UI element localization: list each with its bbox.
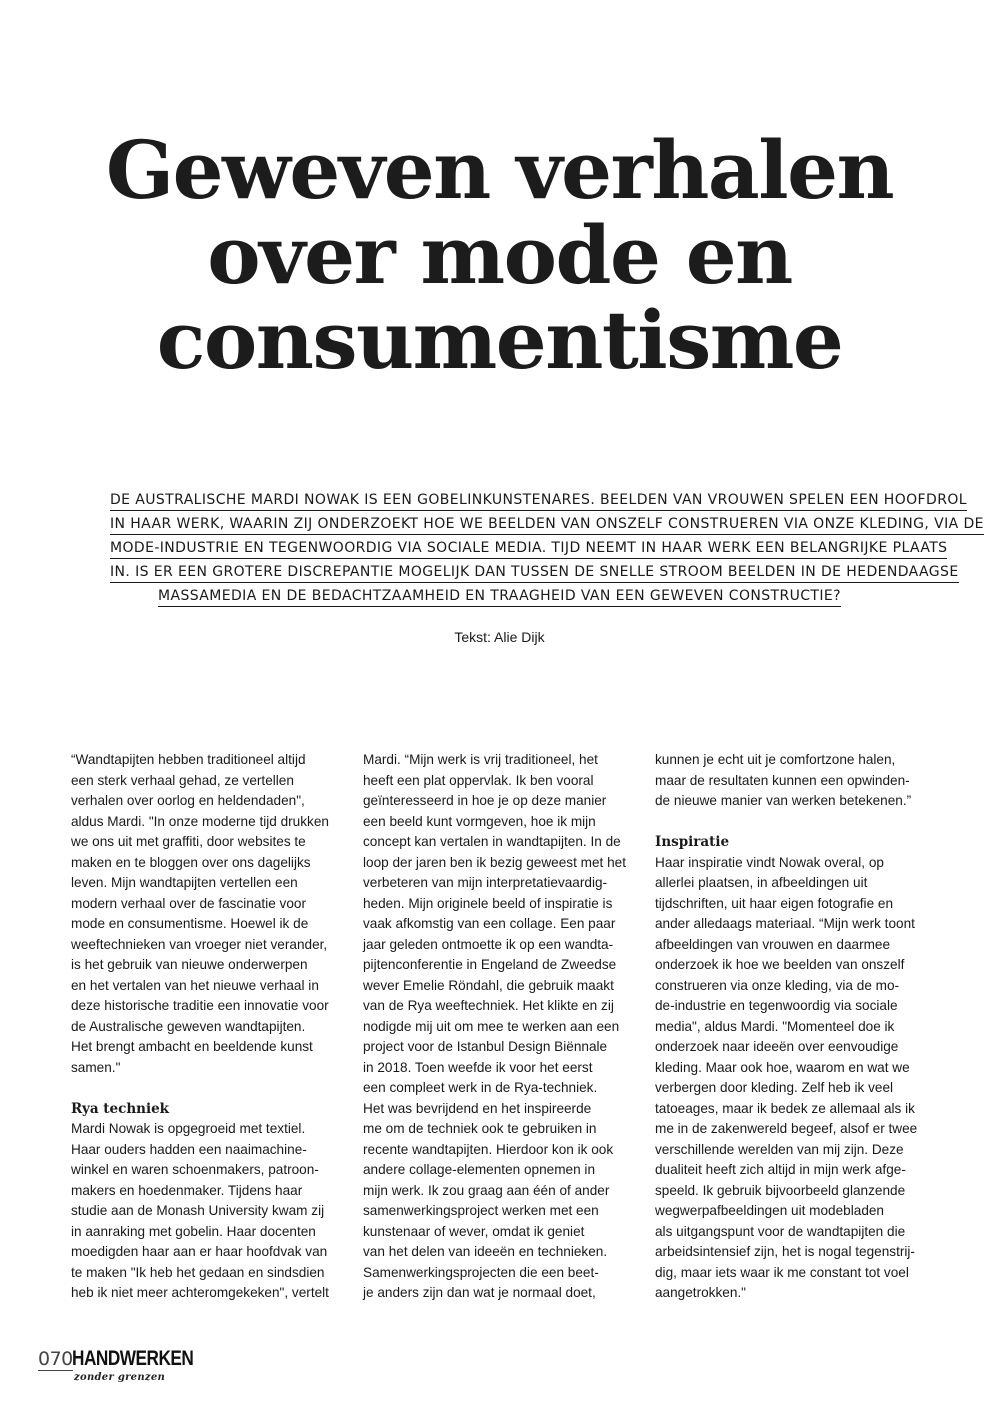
body-text-line: jaar geleden ontmoette ik op een wandta- <box>363 936 614 952</box>
body-text-line: maar de resultaten kunnen een opwinden- <box>655 772 910 788</box>
magazine-tagline: zonder grenzen <box>74 1372 166 1383</box>
body-text-line: kunnen je echt uit je comfortzone halen, <box>655 752 896 767</box>
body-text-line: heden. Mijn originele beeld of inspiratie is <box>363 895 613 911</box>
body-text-line: je anders zijn dan wat je normaal doet, <box>363 1285 596 1300</box>
body-text-line: te maken "Ik heb het gedaan en sindsdien <box>71 1264 325 1280</box>
body-text-line: recente wandtapijten. Hierdoor kon ik ook <box>363 1141 614 1157</box>
body-text-line: maken en te bloggen over ons dagelijks <box>71 854 311 870</box>
body-text-line: modern verhaal over de fascinatie voor <box>71 895 306 911</box>
body-text-line: speeld. Ik gebruik bijvoorbeeld glanzende <box>655 1182 906 1198</box>
body-text-line: kunstenaar of wever, omdat ik geniet <box>363 1223 585 1239</box>
body-text-line: Haar ouders hadden een naaimachine- <box>71 1141 307 1157</box>
title-line: consumentisme <box>156 293 843 387</box>
body-text-line: wever Emelie Röndahl, die gebruik maakt <box>363 977 614 993</box>
body-text-line: Samenwerkingsprojecten die een beet- <box>363 1264 599 1280</box>
body-text-line: moedigden haar aan er haar hoofdvak van <box>71 1244 328 1259</box>
body-text-line: we ons uit met graffiti, door websites te <box>71 834 306 849</box>
body-text-line: nodigde mij uit om mee te werken aan een <box>363 1018 620 1034</box>
body-text-line: een beeld kunt vormgeven, hoe ik mijn <box>363 813 596 829</box>
body-text-line: kleding. Maar ook hoe, waarom en wat we <box>655 1059 910 1075</box>
body-text-line: verbergen door kleding. Zelf heb ik veel <box>655 1080 894 1095</box>
paragraph-gap <box>71 1078 341 1099</box>
article-title <box>0 123 999 387</box>
body-text-line: wegwerpafbeeldingen uit modebladen <box>655 1203 884 1218</box>
intro-line: DE AUSTRALISCHE MARDI NOWAK IS EEN GOBELINKUNSTENARES. BEELDEN VAN VROUWEN SPELEN EEN HOOFDROL <box>110 492 967 511</box>
body-text-line: project voor de Istanbul Design Biënnale <box>363 1039 608 1054</box>
body-text-line: construeren via onze kleding, via de mo- <box>655 977 900 993</box>
body-column-3 <box>655 750 925 1304</box>
body-text-line: dualiteit heeft zich altijd in mijn werk afge- <box>655 1162 906 1177</box>
body-column-1 <box>71 750 341 1304</box>
body-text-line: een compleet werk in de Rya-techniek. <box>363 1080 598 1095</box>
body-text-line: samenwerkingsproject werken met een <box>363 1203 599 1218</box>
body-text-line: verschillende werelden van mij zijn. Deze <box>655 1141 904 1157</box>
intro-line: IN HAAR WERK, WAARIN ZIJ ONDERZOEKT HOE WE BEELDEN VAN ONSZELF CONSTRUEREN VIA ONZE KLEDING, VIA DE <box>110 516 984 535</box>
body-text-line: geïnteresseerd in hoe je op deze manier <box>363 793 607 808</box>
body-text-line: in aanraking met gobelin. Haar docenten <box>71 1223 316 1239</box>
body-text-line: onderzoek naar ideeën over eenvoudige <box>655 1039 899 1054</box>
paragraph-gap <box>655 812 925 833</box>
body-text-line: verhalen over oorlog en heldendaden", <box>71 793 305 808</box>
body-text-line: allerlei plaatsen, in afbeeldingen uit <box>655 875 868 890</box>
body-text-line: ander alledaags materiaal. “Mijn werk toont <box>655 916 915 931</box>
body-text-line: mijn werk. Ik zou graag aan één of ander <box>363 1182 610 1198</box>
title-line: over mode en <box>207 208 792 302</box>
body-text-line: de Australische geweven wandtapijten. <box>71 1018 306 1034</box>
page-number: 070 <box>38 1348 73 1370</box>
body-text-line: in 2018. Toen weefde ik voor het eerst <box>363 1059 593 1075</box>
intro-line: MODE-INDUSTRIE EN TEGENWOORDIG VIA SOCIALE MEDIA. TIJD NEEMT IN HAAR WERK EEN BELANGRIJKE PLAATS <box>110 540 947 559</box>
body-text-line: leven. Mijn wandtapijten vertellen een <box>71 875 298 890</box>
body-text-line: concept kan vertalen in wandtapijten. In de <box>363 834 621 849</box>
body-text-line: aangetrokken." <box>655 1285 746 1300</box>
body-text-line: als uitgangspunt voor de wandtapijten die <box>655 1223 906 1239</box>
body-text-line: heeft een plat oppervlak. Ik ben vooral <box>363 772 594 788</box>
body-text-line: samen." <box>71 1059 121 1075</box>
body-text-line: andere collage-elementen opnemen in <box>363 1162 596 1177</box>
body-text-line: loop der jaren ben ik bezig geweest met het <box>363 854 626 870</box>
section-heading: Inspiratie <box>655 834 730 850</box>
body-text-line: tijdschriften, uit haar eigen fotografie en <box>655 895 894 911</box>
author-credit: Tekst: Alie Dijk <box>454 629 545 645</box>
intro-line: MASSAMEDIA EN DE BEDACHTZAAMHEID EN TRAAGHEID VAN EEN GEWEVEN CONSTRUCTIE? <box>158 588 841 607</box>
body-text-line: pijtenconferentie in Engeland de Zweedse <box>363 957 617 972</box>
page-footer <box>38 1348 238 1388</box>
body-text-line: en het vertalen van het nieuwe verhaal in <box>71 977 319 993</box>
body-text-line: dig, maar iets waar ik me constant tot voel <box>655 1264 909 1280</box>
body-text-line: is het gebruik van nieuwe onderwerpen <box>71 957 308 972</box>
body-text-line: winkel en waren schoenmakers, patroon- <box>71 1162 319 1177</box>
body-text-line: weeftechnieken van vroeger niet verander, <box>71 936 328 952</box>
body-text-line: Het brengt ambacht en beeldende kunst <box>71 1039 313 1054</box>
body-text-line: arbeidsintensief zijn, het is nogal tegenstrij- <box>655 1244 915 1259</box>
section-heading: Rya techniek <box>71 1100 170 1117</box>
body-text-line: deze historische traditie een innovatie voor <box>71 998 329 1013</box>
body-text-line: verbeteren van mijn interpretatievaardig- <box>363 875 608 890</box>
body-text-line: me in de zakenwereld begeef, alsof er twee <box>655 1121 918 1136</box>
body-text-line: een sterk verhaal gehad, ze vertellen <box>71 772 294 788</box>
body-text-line: onderzoek ik hoe we beelden van onszelf <box>655 957 905 972</box>
title-line: Geweven verhalen <box>105 123 894 217</box>
body-text-line: Mardi Nowak is opgegroeid met textiel. <box>71 1121 306 1136</box>
magazine-logo: HANDWERKEN <box>72 1347 194 1370</box>
body-text-line: “Wandtapijten hebben traditioneel altijd <box>71 752 306 767</box>
body-text-line: Haar inspiratie vindt Nowak overal, op <box>655 854 884 870</box>
body-text-line: de nieuwe manier van werken betekenen.” <box>655 793 912 808</box>
body-text-line: media", aldus Mardi. "Momenteel doe ik <box>655 1018 895 1034</box>
intro-lead <box>110 488 984 608</box>
body-text-line: studie aan de Monash University kwam zij <box>71 1203 325 1218</box>
body-text-line: van het delen van ideeën en technieken. <box>363 1244 608 1259</box>
body-text-line: Mardi. “Mijn werk is vrij traditioneel, het <box>363 752 598 767</box>
body-text-line: mode en consumentisme. Hoewel ik de <box>71 916 309 931</box>
body-text-line: makers en hoedenmaker. Tijdens haar <box>71 1182 303 1198</box>
body-text-line: heb ik niet meer achteromgekeken", vertelt <box>71 1285 329 1300</box>
body-column-2 <box>363 750 633 1304</box>
body-text-line: Het was bevrijdend en het inspireerde <box>363 1100 592 1116</box>
body-text-line: de-industrie en tegenwoordig via sociale <box>655 998 898 1013</box>
body-text-line: aldus Mardi. "In onze moderne tijd drukken <box>71 813 329 829</box>
body-text-line: van de Rya weeftechniek. Het klikte en zij <box>363 998 614 1013</box>
body-text-line: vaak afkomstig van een collage. Een paar <box>363 916 616 931</box>
body-text-line: tatoeages, maar ik bedek ze allemaal als ik <box>655 1100 915 1116</box>
intro-line: IN. IS ER EEN GROTERE DISCREPANTIE MOGELIJK DAN TUSSEN DE SNELLE STROOM BEELDEN IN DE HEDENDAAGSE <box>110 564 959 583</box>
body-text-line: me om de techniek ook te gebruiken in <box>363 1121 597 1136</box>
body-text-line: afbeeldingen van vrouwen en daarmee <box>655 936 891 952</box>
